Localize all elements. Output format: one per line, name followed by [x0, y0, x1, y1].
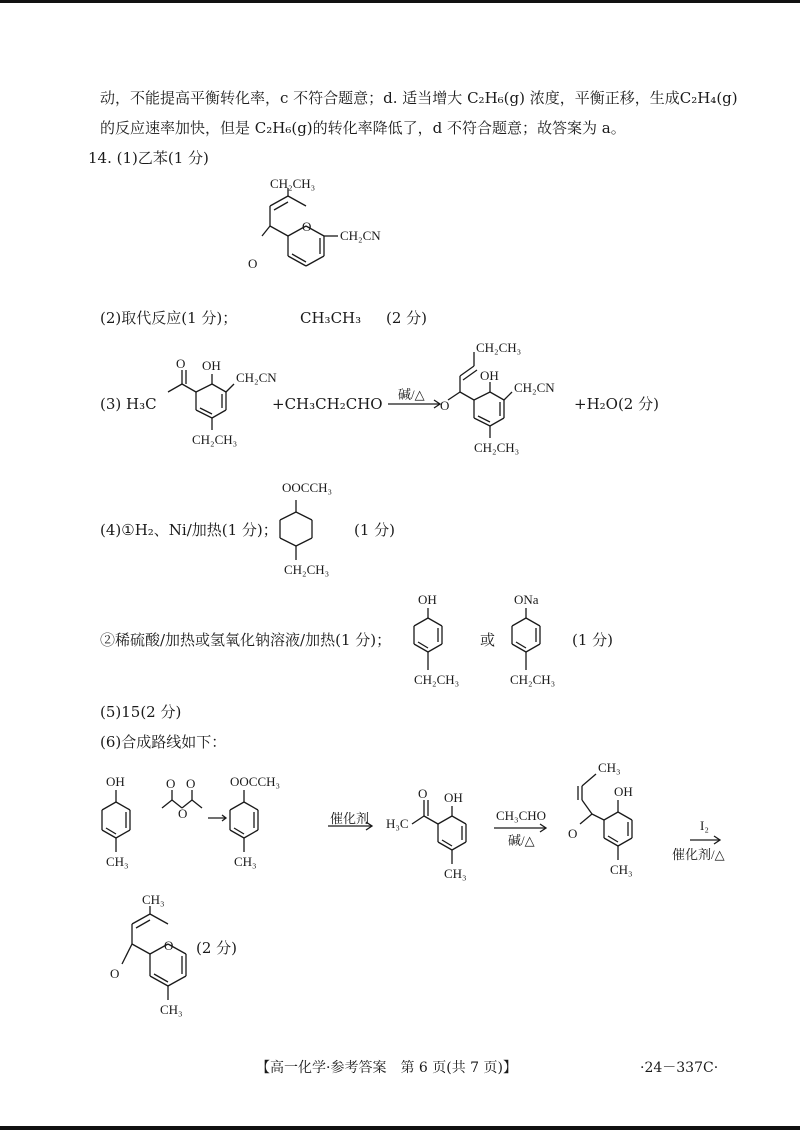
label-o-anh1: O — [166, 776, 176, 791]
label-ch2ch3-4: CH₂CH₃ — [284, 562, 330, 577]
label-o-final-carbonyl: O — [110, 966, 120, 981]
label-base-heat: 碱/△ — [508, 833, 535, 848]
q14-4b-or: 或 — [480, 631, 496, 649]
q14-2-answer: CH₃CH₃ — [300, 309, 362, 327]
label-ch2ch3-4b1: CH₂CH₃ — [414, 672, 460, 687]
label-o-final-ring: O — [164, 938, 174, 953]
label-catalyst: 催化剂 — [330, 811, 370, 826]
label-oh-r4: OH — [614, 784, 633, 799]
text-line-2: 的反应速率加快，但是 C₂H₆(g)的转化率降低了，d 不符合题意；故答案为 a。 — [100, 119, 626, 137]
structure-product-3 — [448, 352, 512, 438]
label-o-ring-1: O — [302, 219, 312, 234]
q14-3-label: (3) H₃C — [100, 395, 157, 413]
label-ch2cn-3p: CH₂CN — [514, 380, 555, 395]
q14-4b-score: (1 分) — [572, 631, 614, 649]
q14-6-score: (2 分) — [196, 939, 238, 957]
label-ch3cho: CH₃CHO — [496, 808, 547, 823]
label-ch2cn-1: CH₂CN — [340, 228, 381, 243]
q14-3-reagent: +CH₃CH₂CHO — [272, 395, 383, 413]
footer-code: ·24－337C· — [640, 1060, 719, 1076]
label-o-3p: O — [440, 398, 450, 413]
label-oh-3p: OH — [480, 368, 499, 383]
label-ch3-r3: CH₃ — [444, 866, 467, 881]
bottom-border — [0, 1126, 800, 1130]
label-h3c-r3: H₃C — [386, 816, 409, 831]
label-o-r3: O — [418, 786, 428, 801]
question-14-part-1: 14. (1)乙苯(1 分) — [88, 149, 209, 167]
label-iodine: I₂ — [700, 818, 709, 833]
structure-cyclohexyl-ester — [280, 500, 312, 560]
label-ooccch3-r2: OOCCH₃ — [230, 774, 281, 789]
label-oh-3: OH — [202, 358, 221, 373]
structure-final-chromone — [122, 906, 186, 1000]
label-ch3-r4b: CH₃ — [610, 862, 633, 877]
label-ch2ch3-3p2: CH₂CH₃ — [474, 440, 520, 455]
label-ch2ch3-3: CH₂CH₃ — [192, 432, 238, 447]
label-ona-4b: ONa — [514, 592, 539, 607]
label-oh-4b: OH — [418, 592, 437, 607]
question-14-part-6: (6)合成路线如下： — [100, 733, 227, 751]
label-o-carbonyl-1: O — [248, 256, 258, 271]
label-ch3-final-a: CH₃ — [142, 892, 165, 907]
structure-p-cresol — [102, 790, 130, 852]
label-ooccch3-4: OOCCH₃ — [282, 480, 333, 495]
label-ch2ch3-4b2: CH₂CH₃ — [510, 672, 556, 687]
label-o-3: O — [176, 356, 186, 371]
q14-4-part-b: ②稀硫酸/加热或氢氧化钠溶液/加热(1 分)； — [100, 631, 392, 649]
q14-4a-score: (1 分) — [354, 521, 396, 539]
structure-sodium-phenoxide — [512, 608, 540, 670]
label-o-anh2: O — [186, 776, 196, 791]
label-ch2cn-3: CH₂CN — [236, 370, 277, 385]
label-ch2ch3-3p: CH₂CH₃ — [476, 340, 522, 355]
label-catalyst-heat: 催化剂/△ — [672, 847, 725, 862]
structure-chromone-ch2cn — [262, 188, 338, 266]
label-o-r4: O — [568, 826, 578, 841]
label-o-anh3: O — [178, 806, 188, 821]
question-14-part-2: (2)取代反应(1 分)； — [100, 309, 238, 327]
structure-p-tolyl-acetate — [230, 790, 258, 852]
structure-reactant-3 — [168, 370, 234, 430]
footer-page-info: 【高一化学·参考答案 第 6 页(共 7 页)】 — [256, 1060, 517, 1076]
structure-phenol-ethyl — [414, 608, 442, 670]
q14-3-tail: +H₂O(2 分) — [574, 395, 659, 413]
structure-hydroxyacetophenone — [412, 800, 466, 864]
label-ch2ch3-1: CH₂CH₃ — [270, 176, 316, 191]
label-oh-r3: OH — [444, 790, 463, 805]
label-ch3-r1: CH₃ — [106, 854, 129, 869]
question-14-part-5: (5)15(2 分) — [100, 703, 182, 721]
q14-2-score: (2 分) — [386, 309, 428, 327]
q14-3-condition: 碱/△ — [398, 387, 425, 402]
label-ch3-r4a: CH₃ — [598, 760, 621, 775]
text-line-1: 动，不能提高平衡转化率，c 不符合题意；d. 适当增大 C₂H₆(g) 浓度，平衡正移，生成C₂H₄(g) — [100, 89, 738, 107]
label-oh-r1: OH — [106, 774, 125, 789]
label-ch3-r2: CH₃ — [234, 854, 257, 869]
label-ch3-final-b: CH₃ — [160, 1002, 183, 1017]
q14-4-part-a: (4)①H₂、Ni/加热(1 分)； — [100, 521, 278, 539]
